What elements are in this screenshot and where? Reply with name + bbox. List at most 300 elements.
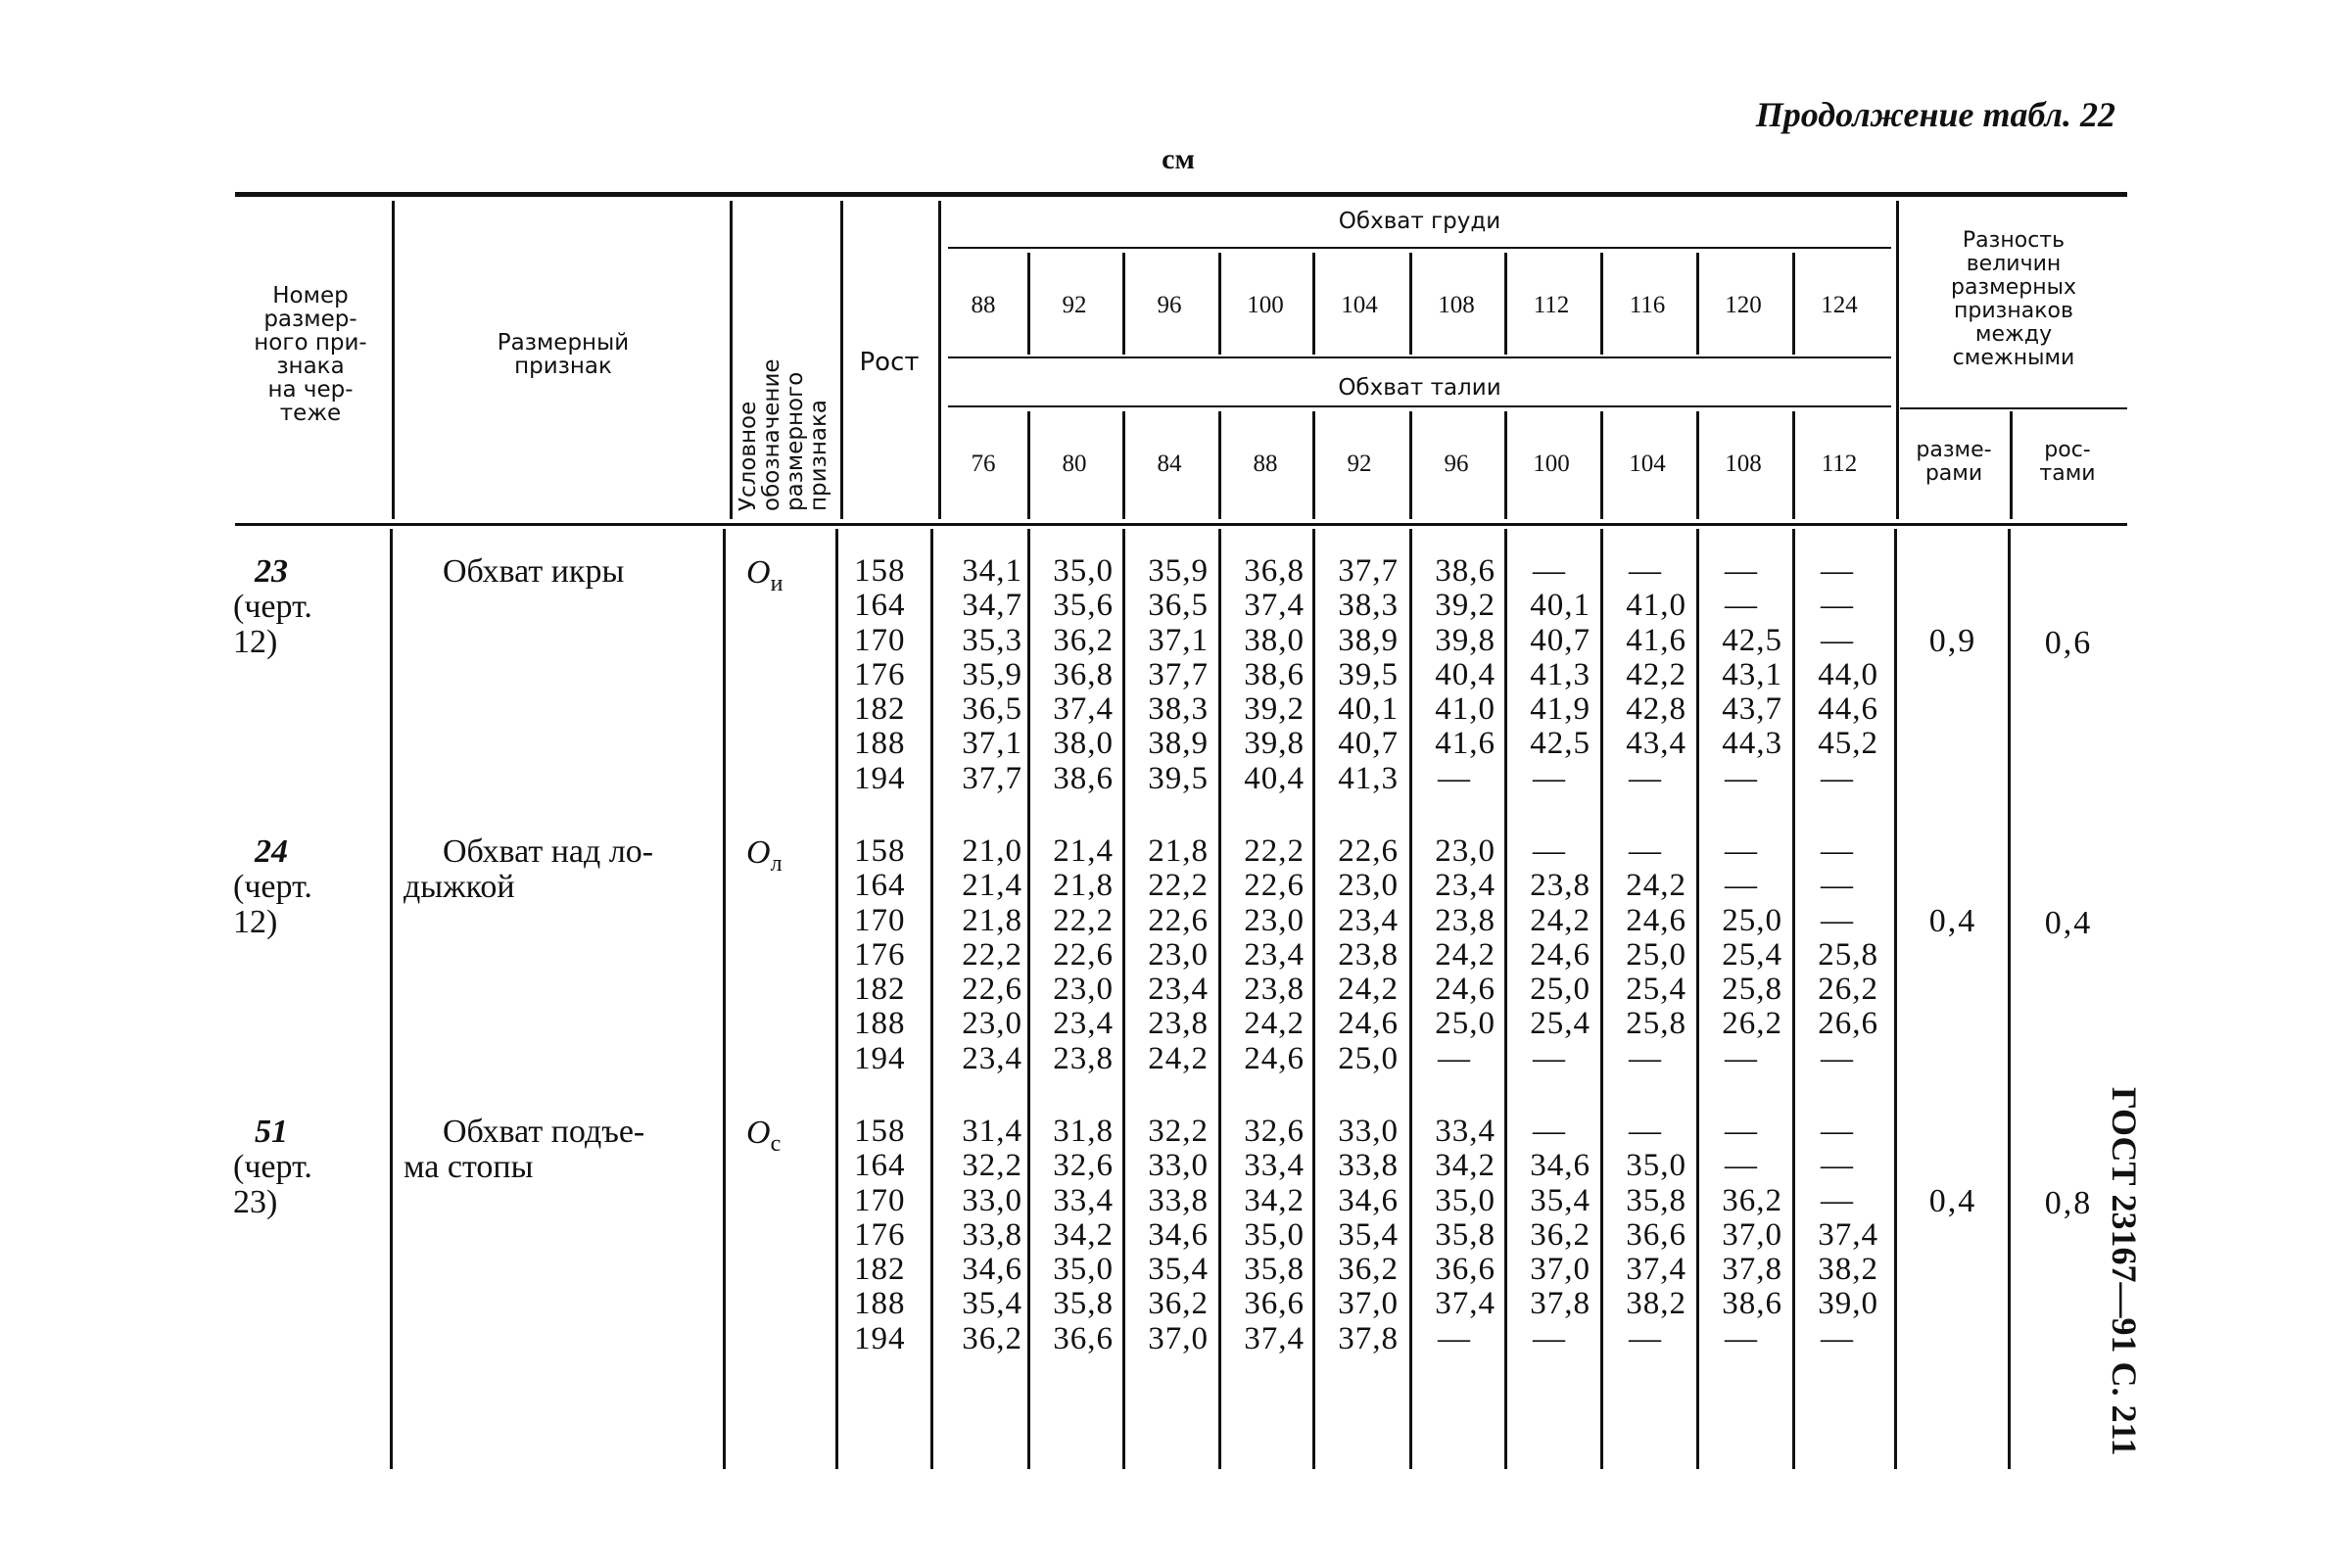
value-cell: 38,0 (1244, 622, 1305, 658)
value-cell: 36,8 (1053, 656, 1114, 692)
difference-heights: 0,4 (2044, 905, 2093, 941)
table-caption: Продолжение табл. 22 (1755, 95, 2115, 134)
value-cell: 23,0 (1338, 868, 1399, 904)
empty-cell: — (1629, 760, 1662, 796)
header-chest-value: 100 (1247, 292, 1284, 318)
col-divider (1122, 529, 1125, 1469)
value-column (1222, 554, 1305, 796)
header-difference-line: Разность (1962, 228, 2066, 253)
value-cell: 36,2 (1530, 1216, 1591, 1253)
value-cell: 22,6 (962, 972, 1022, 1008)
feature-name-line: ма стопы (404, 1149, 534, 1185)
empty-cell: — (1725, 1114, 1758, 1149)
col-divider (1792, 411, 1795, 519)
col-divider (2008, 529, 2011, 1469)
value-cell: 23,4 (1435, 868, 1496, 904)
value-cell: 41,6 (1435, 726, 1496, 762)
col-divider (1409, 529, 1412, 1469)
feature-name-line: дыжкой (404, 869, 515, 905)
value-cell: 35,4 (962, 1286, 1022, 1322)
value-cell: 25,8 (1818, 936, 1878, 973)
feature-symbol (746, 1115, 781, 1158)
value-cell: 41,3 (1530, 656, 1591, 692)
value-cell: 37,0 (1148, 1320, 1209, 1356)
difference-heights: 0,6 (2044, 625, 2093, 661)
height-column (854, 1115, 913, 1356)
value-cell: 22,2 (1148, 868, 1209, 904)
height-value: 194 (854, 1040, 906, 1076)
value-cell: 35,0 (1053, 1252, 1114, 1288)
value-cell: 24,2 (1244, 1006, 1305, 1042)
feature-name-line: Обхват над ло- (443, 833, 654, 870)
feature-symbol (746, 554, 783, 597)
col-divider (1696, 411, 1699, 519)
value-cell: 44,3 (1722, 726, 1782, 762)
feature-symbol-letter: О (746, 834, 771, 871)
value-cell: 40,1 (1338, 691, 1399, 728)
value-cell: 44,6 (1818, 691, 1878, 728)
value-cell: 36,2 (1148, 1286, 1209, 1322)
feature-number-value: 24 (255, 833, 288, 870)
value-cell: 23,0 (1435, 833, 1496, 869)
feature-symbol-letter: О (746, 554, 771, 591)
value-column (1604, 554, 1686, 796)
value-cell: 33,8 (1338, 1148, 1399, 1184)
col-divider (1122, 411, 1125, 519)
value-column (1604, 1115, 1686, 1356)
value-cell: 23,4 (1244, 936, 1305, 973)
header-number-line: Номер (272, 283, 349, 309)
value-column (1796, 834, 1878, 1076)
empty-cell: — (1533, 1040, 1566, 1076)
feature-name (404, 1115, 719, 1185)
col-divider (1792, 253, 1795, 355)
value-cell: 36,5 (962, 691, 1022, 728)
header-feature-line: Размерный (497, 330, 630, 356)
feature-name (404, 834, 719, 905)
value-cell: 23,4 (1053, 1006, 1114, 1042)
header-chest-value: 116 (1629, 292, 1666, 318)
empty-cell: — (1821, 902, 1854, 938)
value-cell: 35,8 (1053, 1286, 1114, 1322)
top-rule (235, 192, 2127, 197)
value-cell: 35,0 (1053, 553, 1114, 589)
value-cell: 32,2 (962, 1148, 1022, 1184)
value-cell: 39,0 (1818, 1286, 1878, 1322)
feature-symbol-subscript: с (770, 1130, 782, 1157)
empty-cell: — (1629, 1040, 1662, 1076)
value-cell: 22,6 (1148, 902, 1209, 938)
value-column (1031, 1115, 1114, 1356)
height-value: 158 (854, 1114, 906, 1149)
col-divider (1312, 529, 1315, 1469)
header-symbol-line: размерного (783, 371, 808, 511)
empty-cell: — (1821, 1148, 1854, 1184)
header-waist-value: 84 (1157, 451, 1182, 477)
value-cell: 39,8 (1435, 622, 1496, 658)
value-column (1508, 834, 1591, 1076)
col-divider (390, 529, 393, 1469)
col-divider (1894, 529, 1897, 1469)
value-cell: 24,6 (1530, 936, 1591, 973)
value-cell: 24,2 (1435, 936, 1496, 973)
value-cell: 38,6 (1244, 656, 1305, 692)
empty-cell: — (1821, 1114, 1854, 1149)
col-divider (1600, 411, 1603, 519)
value-cell: 24,6 (1244, 1040, 1305, 1076)
height-value: 176 (854, 1216, 906, 1253)
value-cell: 36,2 (962, 1320, 1022, 1356)
value-cell: 25,0 (1338, 1040, 1399, 1076)
header-feature-line: признак (514, 354, 612, 379)
header-number-line: знака (276, 354, 345, 379)
value-cell: 34,6 (1530, 1148, 1591, 1184)
col-divider (1792, 529, 1795, 1469)
col-divider (840, 201, 843, 519)
height-value: 188 (854, 1286, 906, 1322)
header-chest-value: 92 (1062, 292, 1087, 318)
value-cell: 36,6 (1626, 1216, 1686, 1253)
value-cell: 22,6 (1053, 936, 1114, 973)
difference-sizes: 0,9 (1928, 623, 1977, 659)
value-cell: 36,5 (1148, 588, 1209, 624)
empty-cell: — (1438, 1040, 1471, 1076)
value-cell: 43,7 (1722, 691, 1782, 728)
value-cell: 24,2 (1626, 868, 1686, 904)
value-column (1316, 1115, 1399, 1356)
height-value: 194 (854, 1320, 906, 1356)
value-cell: 23,4 (1148, 972, 1209, 1008)
value-cell: 39,2 (1435, 588, 1496, 624)
height-value: 182 (854, 691, 906, 728)
value-cell: 22,2 (962, 936, 1022, 973)
header-bottom-rule (235, 523, 2127, 526)
header-chest-value: 124 (1821, 292, 1858, 318)
empty-cell: — (1725, 1040, 1758, 1076)
empty-cell: — (1438, 1320, 1471, 1356)
value-cell: 25,8 (1722, 972, 1782, 1008)
value-cell: 34,6 (1148, 1216, 1209, 1253)
value-cell: 37,4 (1053, 691, 1114, 728)
col-divider (2010, 411, 2013, 519)
value-column (1126, 1115, 1209, 1356)
empty-cell: — (1725, 1320, 1758, 1356)
value-cell: 38,2 (1818, 1252, 1878, 1288)
value-cell: 43,1 (1722, 656, 1782, 692)
value-cell: 25,8 (1626, 1006, 1686, 1042)
value-cell: 23,8 (1244, 972, 1305, 1008)
feature-name-line: Обхват икры (443, 553, 625, 590)
header-number-line: теже (279, 401, 342, 426)
empty-cell: — (1821, 760, 1854, 796)
col-divider (1696, 529, 1699, 1469)
value-cell: 38,6 (1053, 760, 1114, 796)
col-divider (1218, 253, 1221, 355)
col-divider (1696, 253, 1699, 355)
height-value: 188 (854, 1006, 906, 1042)
value-cell: 38,9 (1338, 622, 1399, 658)
empty-cell: — (1725, 588, 1758, 624)
value-cell: 26,2 (1818, 972, 1878, 1008)
col-divider (723, 529, 726, 1469)
value-cell: 33,4 (1053, 1182, 1114, 1218)
value-cell: 36,6 (1053, 1320, 1114, 1356)
empty-cell: — (1533, 833, 1566, 869)
value-cell: 34,2 (1244, 1182, 1305, 1218)
col-divider (1896, 201, 1899, 519)
feature-number-value: 51 (255, 1114, 288, 1150)
header-waist-value: 76 (971, 451, 996, 477)
value-cell: 24,6 (1626, 902, 1686, 938)
value-cell: 38,3 (1148, 691, 1209, 728)
drawing-reference: (черт. (233, 589, 312, 625)
value-cell: 37,4 (1244, 588, 1305, 624)
value-cell: 26,2 (1722, 1006, 1782, 1042)
value-cell: 37,1 (1148, 622, 1209, 658)
value-cell: 40,1 (1530, 588, 1591, 624)
feature-number (227, 554, 315, 660)
value-cell: 33,8 (962, 1216, 1022, 1253)
value-cell: 40,7 (1530, 622, 1591, 658)
value-cell: 35,0 (1244, 1216, 1305, 1253)
value-cell: 34,1 (962, 553, 1022, 589)
value-cell: 34,7 (962, 588, 1022, 624)
drawing-reference: (черт. (233, 1149, 312, 1185)
value-cell: 36,2 (1338, 1252, 1399, 1288)
value-column (1796, 1115, 1878, 1356)
empty-cell: — (1533, 760, 1566, 796)
header-waist-value: 96 (1444, 451, 1469, 477)
value-column (940, 554, 1022, 796)
value-cell: 24,2 (1148, 1040, 1209, 1076)
value-cell: 39,8 (1244, 726, 1305, 762)
value-cell: 24,6 (1338, 1006, 1399, 1042)
header-number-line: на чер- (267, 377, 354, 403)
value-column (1031, 554, 1114, 796)
difference-sizes: 0,4 (1928, 903, 1977, 939)
height-value: 170 (854, 902, 906, 938)
empty-cell: — (1533, 1320, 1566, 1356)
value-cell: 21,8 (962, 902, 1022, 938)
empty-cell: — (1725, 833, 1758, 869)
header-chest-value: 96 (1157, 292, 1182, 318)
height-value: 170 (854, 622, 906, 658)
value-cell: 35,8 (1244, 1252, 1305, 1288)
value-cell: 25,0 (1722, 902, 1782, 938)
value-cell: 23,0 (1244, 902, 1305, 938)
value-cell: 35,8 (1435, 1216, 1496, 1253)
empty-cell: — (1821, 1182, 1854, 1218)
feature-number-value: 23 (255, 553, 288, 590)
value-cell: 37,8 (1338, 1320, 1399, 1356)
value-cell: 38,9 (1148, 726, 1209, 762)
value-cell: 40,7 (1338, 726, 1399, 762)
header-difference (1900, 229, 2127, 370)
value-cell: 21,4 (1053, 833, 1114, 869)
value-cell: 43,4 (1626, 726, 1686, 762)
value-cell: 23,0 (1053, 972, 1114, 1008)
value-cell: 33,0 (962, 1182, 1022, 1218)
header-symbol-line: признака (806, 400, 831, 511)
value-cell: 23,0 (1148, 936, 1209, 973)
value-cell: 39,5 (1148, 760, 1209, 796)
value-cell: 35,3 (962, 622, 1022, 658)
value-column (1508, 554, 1591, 796)
header-chest-group: Обхват груди (1338, 209, 1501, 234)
value-cell: 34,2 (1053, 1216, 1114, 1253)
value-cell: 36,6 (1435, 1252, 1496, 1288)
value-cell: 22,6 (1338, 833, 1399, 869)
value-cell: 32,6 (1053, 1148, 1114, 1184)
value-cell: 40,4 (1244, 760, 1305, 796)
header-chest-value: 108 (1438, 292, 1475, 318)
col-divider (1218, 411, 1221, 519)
col-divider (1409, 411, 1412, 519)
header-waist-value: 80 (1062, 451, 1087, 477)
value-cell: 25,0 (1530, 972, 1591, 1008)
value-cell: 41,9 (1530, 691, 1591, 728)
header-chest-value: 104 (1341, 292, 1378, 318)
value-cell: 38,6 (1435, 553, 1496, 589)
feature-number (227, 1115, 315, 1220)
value-cell: 41,0 (1626, 588, 1686, 624)
value-column (1796, 554, 1878, 796)
value-cell: 35,4 (1530, 1182, 1591, 1218)
height-value: 164 (854, 1148, 906, 1184)
empty-cell: — (1438, 760, 1471, 796)
empty-cell: — (1629, 1320, 1662, 1356)
value-cell: 39,5 (1338, 656, 1399, 692)
value-cell: 36,2 (1053, 622, 1114, 658)
value-cell: 42,5 (1722, 622, 1782, 658)
col-divider (1504, 529, 1507, 1469)
value-cell: 37,0 (1722, 1216, 1782, 1253)
col-divider (1312, 411, 1315, 519)
value-cell: 35,9 (962, 656, 1022, 692)
empty-cell: — (1533, 553, 1566, 589)
empty-cell: — (1821, 833, 1854, 869)
feature-symbol-letter: О (746, 1115, 771, 1151)
header-diff-sizes-line: рами (1924, 461, 1983, 486)
value-cell: 35,9 (1148, 553, 1209, 589)
unit-label: см (1162, 143, 1195, 175)
empty-cell: — (1725, 553, 1758, 589)
value-cell: 35,6 (1053, 588, 1114, 624)
height-value: 176 (854, 936, 906, 973)
value-cell: 34,2 (1435, 1148, 1496, 1184)
value-cell: 44,0 (1818, 656, 1878, 692)
empty-cell: — (1725, 760, 1758, 796)
header-feature (402, 331, 725, 378)
feature-name (404, 554, 719, 590)
height-value: 188 (854, 726, 906, 762)
col-divider (1504, 411, 1507, 519)
feature-number (227, 834, 315, 940)
value-cell: 35,0 (1435, 1182, 1496, 1218)
value-column (1222, 1115, 1305, 1356)
header-difference-line: смежными (1952, 346, 2075, 370)
value-cell: 34,6 (1338, 1182, 1399, 1218)
value-cell: 37,4 (1626, 1252, 1686, 1288)
value-cell: 31,4 (962, 1114, 1022, 1149)
col-divider (1312, 253, 1315, 355)
col-divider (1600, 253, 1603, 355)
value-cell: 38,6 (1722, 1286, 1782, 1322)
empty-cell: — (1629, 833, 1662, 869)
col-divider (1504, 253, 1507, 355)
value-cell: 41,6 (1626, 622, 1686, 658)
value-cell: 37,8 (1722, 1252, 1782, 1288)
value-column (1604, 834, 1686, 1076)
col-divider (392, 201, 395, 519)
value-cell: 37,0 (1338, 1286, 1399, 1322)
chest-values-rule (948, 356, 1891, 358)
value-cell: 21,4 (962, 868, 1022, 904)
value-column (940, 834, 1022, 1076)
value-cell: 26,6 (1818, 1006, 1878, 1042)
value-column (1316, 834, 1399, 1076)
value-cell: 22,2 (1053, 902, 1114, 938)
header-waist-value: 100 (1533, 451, 1570, 477)
header-diff-sizes (1900, 439, 2008, 486)
value-cell: 38,2 (1626, 1286, 1686, 1322)
height-value: 170 (854, 1182, 906, 1218)
value-cell: 21,8 (1148, 833, 1209, 869)
value-cell: 33,4 (1435, 1114, 1496, 1149)
drawing-reference: (черт. (233, 869, 312, 905)
value-cell: 38,0 (1053, 726, 1114, 762)
value-cell: 23,8 (1530, 868, 1591, 904)
height-column (854, 554, 913, 796)
value-cell: 34,6 (962, 1252, 1022, 1288)
value-column (1222, 834, 1305, 1076)
value-cell: 35,4 (1148, 1252, 1209, 1288)
height-value: 164 (854, 868, 906, 904)
value-cell: 25,4 (1722, 936, 1782, 973)
height-value: 158 (854, 833, 906, 869)
value-cell: 21,8 (1053, 868, 1114, 904)
header-waist-value: 104 (1629, 451, 1666, 477)
col-divider (1600, 529, 1603, 1469)
header-chest-value: 112 (1533, 292, 1570, 318)
empty-cell: — (1533, 1114, 1566, 1149)
value-cell: 25,4 (1626, 972, 1686, 1008)
drawing-reference: 23) (233, 1184, 278, 1220)
value-cell: 25,0 (1626, 936, 1686, 973)
value-cell: 23,8 (1053, 1040, 1114, 1076)
value-cell: 23,8 (1338, 936, 1399, 973)
value-cell: 42,8 (1626, 691, 1686, 728)
value-cell: 33,8 (1148, 1182, 1209, 1218)
header-diff-heights (2014, 439, 2121, 486)
header-difference-line: величин (1966, 252, 2062, 276)
value-column (1700, 834, 1782, 1076)
header-symbol-line: обозначение (759, 358, 784, 511)
value-cell: 36,2 (1722, 1182, 1782, 1218)
value-column (1413, 834, 1496, 1076)
value-column (1413, 1115, 1496, 1356)
col-divider (1409, 253, 1412, 355)
header-height: Рост (859, 348, 920, 377)
value-cell: 37,4 (1818, 1216, 1878, 1253)
height-value: 158 (854, 553, 906, 589)
value-cell: 22,6 (1244, 868, 1305, 904)
header-symbol-line: Условное (736, 401, 761, 511)
value-cell: 25,0 (1435, 1006, 1496, 1042)
header-diff-sizes-line: разме- (1916, 438, 1992, 462)
col-divider (1218, 529, 1221, 1469)
col-divider (1027, 529, 1030, 1469)
